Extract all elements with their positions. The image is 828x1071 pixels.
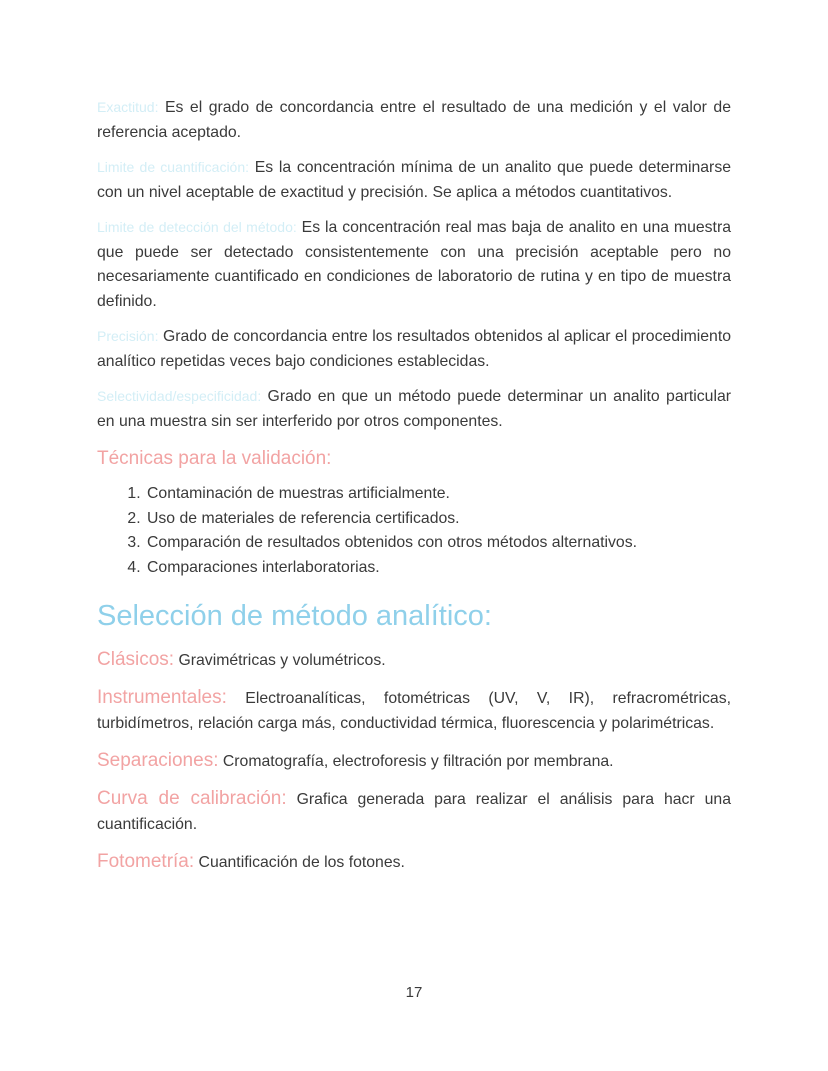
definition-text: Es el grado de concordancia entre el resultado de una medición y el valor de referencia aceptado. xyxy=(97,99,732,141)
definition-text: Grado de concordancia entre los resultados obtenidos al aplicar el procedimiento analítico repetidas veces bajo condiciones establecidas. xyxy=(97,328,731,370)
entry-curva-calibracion xyxy=(97,786,731,837)
section-heading: Selección de método analítico: xyxy=(97,600,492,632)
page-number: 17 xyxy=(405,984,423,1001)
list-item: 3. Comparación de resultados obtenidos con otros métodos alternativos. xyxy=(145,531,731,556)
definition-precision xyxy=(97,324,731,374)
list-item: 4. Comparaciones interlaboratorias. xyxy=(145,556,731,581)
entry-text: Cuantificación de los fotones. xyxy=(198,854,405,871)
entry-text: Gravimétricas y volumétricos. xyxy=(178,652,386,669)
entry-term: Instrumentales: xyxy=(97,687,227,708)
entry-instrumentales xyxy=(97,685,731,736)
entry-clasicos xyxy=(97,647,731,673)
definition-selectividad xyxy=(97,384,731,434)
definition-text: Grado en que un método puede determinar un analito particular en una muestra sin ser interferido por otros componentes. xyxy=(97,388,732,430)
entry-term: Separaciones: xyxy=(97,750,219,771)
entry-separaciones xyxy=(97,748,731,774)
list-item: 1. Contaminación de muestras artificialmente. xyxy=(145,482,731,507)
definition-term: Limite de detección del método: xyxy=(97,219,297,235)
definition-text: Es la concentración real mas baja de analito en una muestra que puede ser detectado consistentemente con una precisión aceptable pero no necesariamente cuantificado en condiciones de laboratorio de rutina y en tipo de muestra definido. xyxy=(97,219,731,310)
entry-text: Electroanalíticas, fotométricas (UV, V, IR), refracrométricas, turbidímetros, relación carga más, conductividad térmica, fluorescencia y polarimétricas. xyxy=(97,690,731,732)
entry-fotometria xyxy=(97,849,731,875)
entry-term: Curva de calibración: xyxy=(97,788,287,809)
definition-term: Limite de cuantificación: xyxy=(97,159,250,175)
entry-term: Clásicos: xyxy=(97,649,175,670)
techniques-heading: Técnicas para la validación: xyxy=(97,448,332,469)
definition-term: Exactitud: xyxy=(97,99,159,115)
definition-limite-deteccion xyxy=(97,215,731,314)
entry-term: Fotometría: xyxy=(97,851,195,872)
entry-text: Cromatografía, electroforesis y filtración por membrana. xyxy=(222,753,614,770)
list-item: 2. Uso de materiales de referencia certificados. xyxy=(145,507,731,532)
entry-text: Grafica generada para realizar el análisis para hacr una cuantificación. xyxy=(97,791,732,833)
definition-term: Precisión: xyxy=(97,328,159,344)
page-content xyxy=(97,95,731,887)
definition-text: Es la concentración mínima de un analito que puede determinarse con un nivel aceptable de exactitud y precisión. Se aplica a métodos cuantitativos. xyxy=(97,159,731,201)
definition-limite-cuantificacion xyxy=(97,155,731,205)
definition-exactitud xyxy=(97,95,731,145)
techniques-list xyxy=(97,482,731,580)
definition-term: Selectividad/especificidad: xyxy=(97,388,262,404)
